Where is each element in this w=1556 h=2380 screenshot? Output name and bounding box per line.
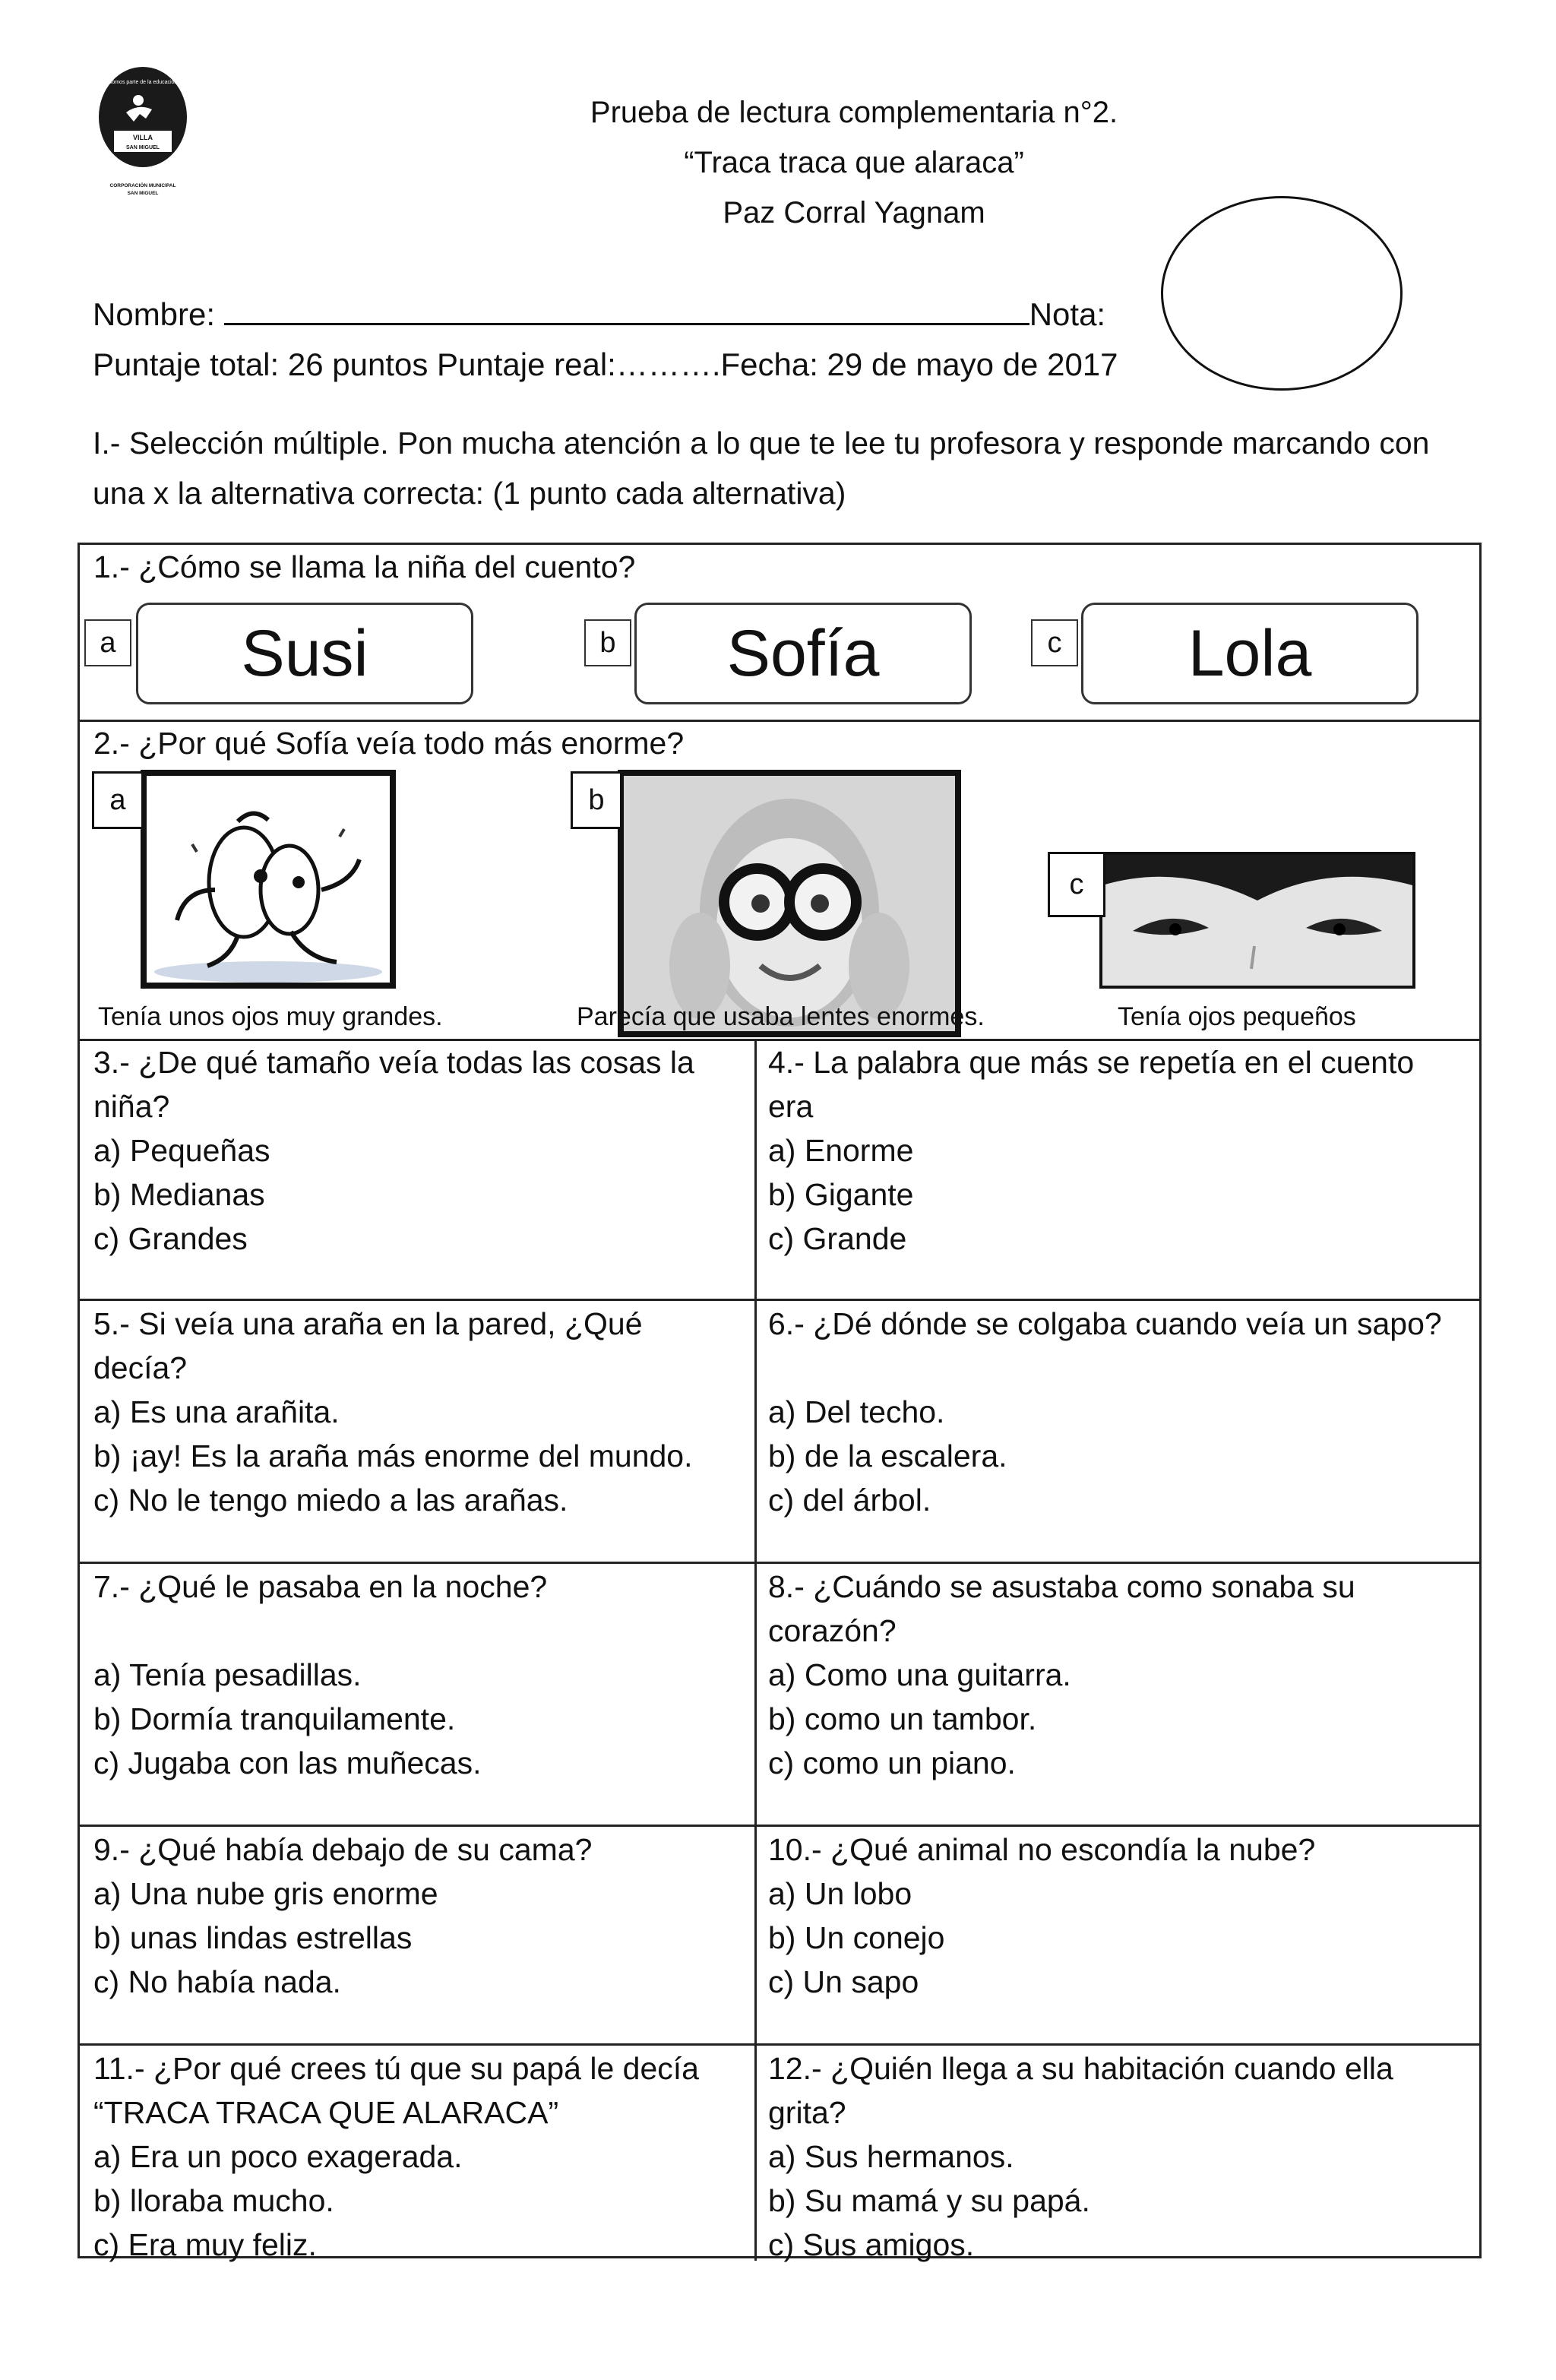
q9-option-b[interactable]: b) unas lindas estrellas	[93, 1920, 413, 1955]
q7-option-a[interactable]: a) Tenía pesadillas.	[93, 1657, 362, 1692]
q12-option-c[interactable]: c) Sus amigos.	[768, 2227, 975, 2262]
q7-title-2	[93, 1609, 747, 1653]
q2-option-a-letter[interactable]: a	[92, 771, 144, 829]
q7-option-b[interactable]: b) Dormía tranquilamente.	[93, 1701, 456, 1736]
score-line: Puntaje total: 26 puntos Puntaje real:……….Fecha: 29 de mayo de 2017	[93, 347, 1118, 382]
q4-option-a[interactable]: a) Enorme	[768, 1133, 914, 1168]
name-field[interactable]	[224, 297, 1029, 325]
q10-option-a[interactable]: a) Un lobo	[768, 1876, 912, 1911]
q11-option-c[interactable]: c) Era muy feliz.	[93, 2227, 317, 2262]
q7-cell	[93, 1565, 747, 1785]
q2-option-a-caption: Tenía unos ojos muy grandes.	[98, 1002, 443, 1031]
q8-option-b[interactable]: b) como un tambor.	[768, 1701, 1037, 1736]
cartoon-big-eyes-icon	[147, 776, 390, 983]
svg-text:VILLA: VILLA	[133, 134, 153, 141]
grade-label: Nota:	[1029, 296, 1106, 332]
q9-cell	[93, 1828, 747, 2004]
q12-option-a[interactable]: a) Sus hermanos.	[768, 2139, 1014, 2174]
q3-title-2: niña?	[93, 1089, 170, 1124]
q3-option-a[interactable]: a) Pequeñas	[93, 1133, 270, 1168]
q11-title-1: 11.- ¿Por qué crees tú que su papá le decía	[93, 2051, 699, 2086]
svg-text:SAN MIGUEL: SAN MIGUEL	[127, 191, 159, 196]
q5-cell	[93, 1302, 747, 1522]
school-logo	[93, 65, 193, 210]
q6-cell	[768, 1302, 1475, 1522]
q6-option-a[interactable]: a) Del techo.	[768, 1394, 945, 1429]
q12-title-2: grita?	[768, 2095, 846, 2130]
q12-title-1: 12.- ¿Quién llega a su habitación cuando ella	[768, 2051, 1393, 2086]
q3-title-1: 3.- ¿De qué tamaño veía todas las cosas la	[93, 1045, 694, 1080]
q9-option-c[interactable]: c) No había nada.	[93, 1964, 341, 1999]
q10-cell	[768, 1828, 1475, 2004]
q2-option-c-caption: Tenía ojos pequeños	[1118, 1002, 1356, 1031]
q8-title-2: corazón?	[768, 1613, 897, 1648]
q3-option-b[interactable]: b) Medianas	[93, 1177, 265, 1212]
q1-option-c[interactable]: Lola	[1081, 603, 1418, 704]
q2-option-c-letter[interactable]: c	[1048, 852, 1105, 917]
q4-option-b[interactable]: b) Gigante	[768, 1177, 914, 1212]
q10-option-b[interactable]: b) Un conejo	[768, 1920, 945, 1955]
q11-title-2: “TRACA TRACA QUE ALARACA”	[93, 2095, 559, 2130]
q4-title-1: 4.- La palabra que más se repetía en el cuento	[768, 1045, 1415, 1080]
q4-option-c[interactable]: c) Grande	[768, 1221, 907, 1256]
q5-option-c[interactable]: c) No le tengo miedo a las arañas.	[93, 1483, 568, 1518]
grade-oval[interactable]	[1161, 196, 1403, 391]
q2-option-b-letter[interactable]: b	[571, 771, 622, 829]
q8-option-a[interactable]: a) Como una guitarra.	[768, 1657, 1071, 1692]
q10-option-c[interactable]: c) Un sapo	[768, 1964, 919, 1999]
q1-option-a[interactable]: Susi	[136, 603, 473, 704]
q5-title-2: decía?	[93, 1350, 188, 1385]
q12-cell	[768, 2046, 1475, 2267]
q4-title-2: era	[768, 1089, 814, 1124]
q5-title-1: 5.- Si veía una araña en la pared, ¿Qué	[93, 1306, 643, 1341]
svg-text:SAN MIGUEL: SAN MIGUEL	[126, 145, 160, 150]
q6-option-c[interactable]: c) del árbol.	[768, 1483, 931, 1518]
q5-option-a[interactable]: a) Es una arañita.	[93, 1394, 340, 1429]
q10-title: 10.- ¿Qué animal no escondía la nube?	[768, 1832, 1316, 1867]
small-eyes-icon	[1102, 855, 1412, 986]
questions-table	[77, 543, 1482, 2262]
q6-title-1: 6.- ¿Dé dónde se colgaba cuando veía un sapo?	[768, 1306, 1442, 1341]
q4-cell	[768, 1040, 1475, 1261]
q1-option-b-letter[interactable]: b	[584, 619, 631, 666]
q1-option-c-letter[interactable]: c	[1031, 619, 1078, 666]
q5-option-b[interactable]: b) ¡ay! Es la araña más enorme del mundo.	[93, 1438, 693, 1473]
q9-title: 9.- ¿Qué había debajo de su cama?	[93, 1832, 593, 1867]
q2-option-c-image[interactable]	[1099, 852, 1415, 989]
q8-option-c[interactable]: c) como un piano.	[768, 1745, 1016, 1780]
q6-title-2	[768, 1346, 1475, 1390]
author-name: Paz Corral Yagnam	[723, 196, 985, 229]
q1-option-b[interactable]: Sofía	[634, 603, 972, 704]
girl-with-glasses-icon	[624, 776, 955, 1031]
q9-option-a[interactable]: a) Una nube gris enorme	[93, 1876, 438, 1911]
q11-cell	[93, 2046, 747, 2267]
q11-option-b[interactable]: b) lloraba mucho.	[93, 2183, 334, 2218]
svg-text:CORPORACIÓN MUNICIPAL: CORPORACIÓN MUNICIPAL	[109, 183, 176, 188]
q1-question: 1.- ¿Cómo se llama la niña del cuento?	[93, 549, 636, 584]
q1-option-a-letter[interactable]: a	[84, 619, 131, 666]
q2-option-b-caption: Parecía que usaba lentes enormes.	[577, 1002, 985, 1031]
name-line	[93, 296, 1105, 333]
test-title: Prueba de lectura complementaria n°2.	[590, 96, 1118, 129]
q2-option-a-image[interactable]	[141, 770, 396, 989]
q7-option-c[interactable]: c) Jugaba con las muñecas.	[93, 1745, 482, 1780]
name-label: Nombre:	[93, 296, 224, 332]
story-title: “Traca traca que alaraca”	[684, 146, 1024, 179]
q3-option-c[interactable]: c) Grandes	[93, 1221, 248, 1256]
q2-option-b-image[interactable]	[618, 770, 961, 1037]
q6-option-b[interactable]: b) de la escalera.	[768, 1438, 1007, 1473]
q8-title-1: 8.- ¿Cuándo se asustaba como sonaba su	[768, 1569, 1355, 1604]
q2-question: 2.- ¿Por qué Sofía veía todo más enorme?	[93, 726, 685, 761]
instructions: I.- Selección múltiple. Pon mucha atención a lo que te lee tu profesora y responde marcando con una x la alternativa correcta: (1 punto cada alternativa)	[93, 426, 1430, 511]
logo-slogan: Somos parte de la educación	[108, 80, 178, 85]
q7-title-1: 7.- ¿Qué le pasaba en la noche?	[93, 1569, 548, 1604]
q12-option-b[interactable]: b) Su mamá y su papá.	[768, 2183, 1090, 2218]
q11-option-a[interactable]: a) Era un poco exagerada.	[93, 2139, 463, 2174]
q8-cell	[768, 1565, 1475, 1785]
q3-cell	[93, 1040, 747, 1261]
